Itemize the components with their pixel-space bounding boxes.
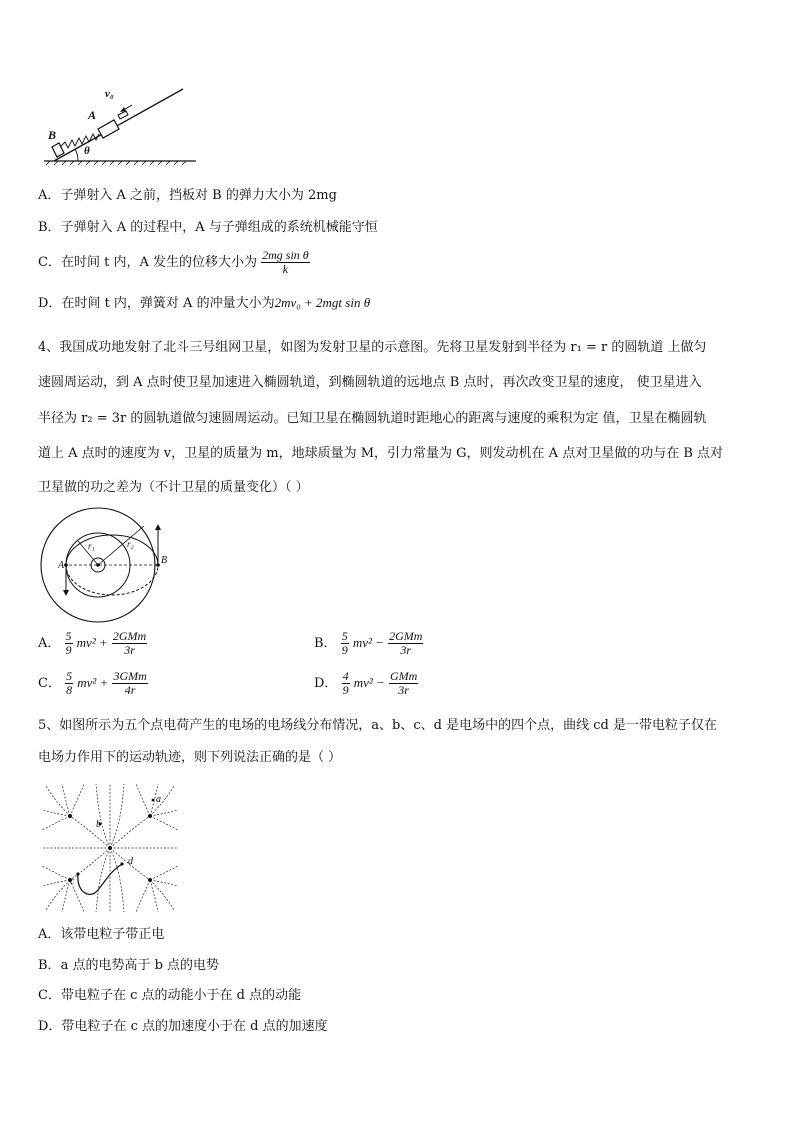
q3-c-fraction: $\frac{\text{2mg sin θ}}{k}$ xyxy=(262,248,309,276)
q4-stem-line-2: 速圆周运动，到 A 点时使卫星加速进入椭圆轨道，到椭圆轨道的远地点 B 点时，再次改变卫星的速度， 使卫星进入 xyxy=(38,375,702,390)
q5-option-c: C．带电粒子在 c 点的动能小于在 d 点的动能 xyxy=(38,988,302,1003)
q4-option-b: B． $\frac{5}{9}$ mv² − $\frac{\text{2GMm}}{3r}$ xyxy=(314,629,423,657)
q4-stem-line-4: 道上 A 点时的速度为 v，卫星的质量为 m，地球质量为 M，引力常量为 G，则发动机在 A 点对卫星做的功与在 B 点对 xyxy=(38,446,724,461)
point-a-label-field: a xyxy=(156,794,161,805)
q5-stem-line-2: 电场力作用下的运动轨迹，则下列说法正确的是（ ） xyxy=(38,750,342,765)
q3-option-b: B．子弹射入 A 的过程中，A 与子弹组成的系统机械能守恒 xyxy=(38,220,378,235)
point-b-label: B xyxy=(161,555,168,566)
q3-option-c: C．在时间 t 内，A 发生的位移大小为 $\frac{\text{2mg sin θ}}{k}$ xyxy=(38,248,309,276)
plate-b-label: B xyxy=(48,128,57,142)
q4-option-a: A． $\frac{5}{9}$ mv² + $\frac{\text{2GMm}}{3r}$ xyxy=(38,629,147,657)
q4-stem-line-3: 半径为 r₂ = 3r 的圆轨道做匀速圆周运动。已知卫星在椭圆轨道时距地心的距离与速度的乘积为定 值，卫星在椭圆轨 xyxy=(38,411,707,426)
q4-option-d: D． $\frac{4}{9}$ mv² − $\frac{\text{GMm}}{3r}$ xyxy=(314,669,418,697)
q5-option-d: D．带电粒子在 c 点的加速度小于在 d 点的加速度 xyxy=(38,1019,328,1034)
q5-option-a: A．该带电粒子带正电 xyxy=(38,927,165,942)
q4-stem-line-5: 卫星做的功之差为（不计卫星的质量变化）（ ） xyxy=(38,480,309,495)
orbit-figure xyxy=(36,506,176,626)
q5-stem-line-1: 5、如图所示为五个点电荷产生的电场的电场线分布情况，a、b、c、d 是电场中的四个点，曲线 cd 是一带电粒子仅在 xyxy=(38,718,717,733)
q5-option-b: B．a 点的电势高于 b 点的电势 xyxy=(38,958,220,973)
incline-spring-figure xyxy=(40,85,200,170)
r1-label: r₁ xyxy=(88,541,95,551)
point-b-label-field: b xyxy=(96,819,101,830)
v0-label: v₀ xyxy=(105,88,114,100)
point-c-label-field: c xyxy=(70,876,75,887)
r2-label: r₂ xyxy=(127,539,134,549)
point-d-label-field: d xyxy=(128,856,133,867)
block-a-label: A xyxy=(88,108,97,122)
point-a-label: A xyxy=(58,560,65,571)
q4-option-c: C． $\frac{5}{8}$ mv² + $\frac{\text{3GMm}}{4r}$ xyxy=(38,669,147,697)
q3-option-a: A．子弹射入 A 之前，挡板对 B 的弹力大小为 2mg xyxy=(38,188,337,203)
q4-stem-line-1: 4、我国成功地发射了北斗三号组网卫星，如图为发射卫星的示意图。先将卫星发射到半径为 r₁ = r 的圆轨道 上做匀 xyxy=(38,340,707,355)
q3-option-d: D．在时间 t 内，弹簧对 A 的冲量大小为2mv₀ + 2mgt sin θ xyxy=(38,295,371,311)
theta-label: θ xyxy=(84,145,90,157)
